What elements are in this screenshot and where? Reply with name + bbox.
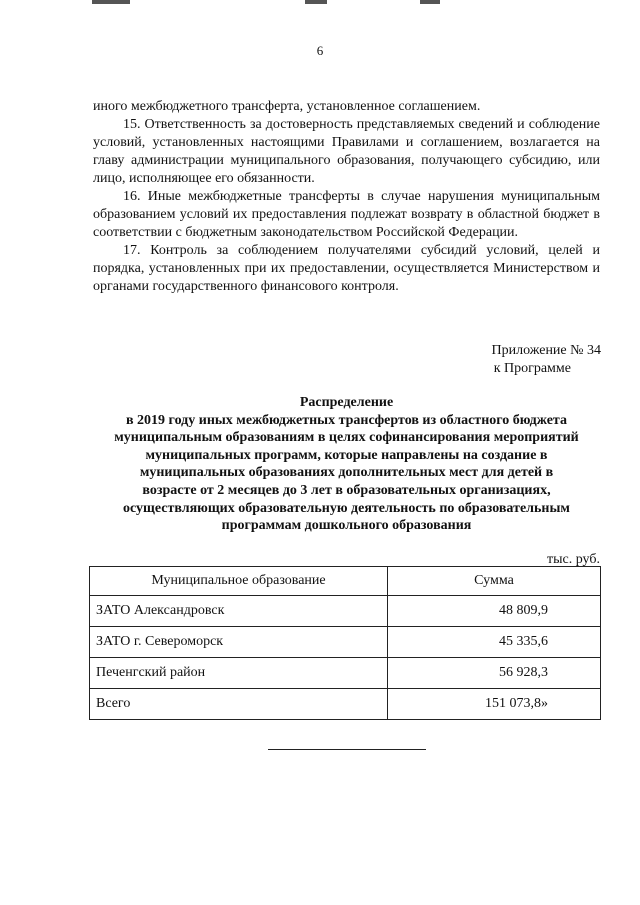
table-row [90, 658, 601, 689]
sum-cell: 151 073,8» [388, 689, 601, 720]
scan-edge-mark [420, 0, 440, 4]
body-text [93, 98, 600, 296]
appendix-line: к Программе [493, 361, 571, 376]
title-line: программам дошкольного образования [221, 518, 472, 534]
scan-edge-mark [305, 0, 327, 4]
closing-divider [268, 749, 426, 750]
paragraph: 16. Иные межбюджетные трансферты в случае нарушения муниципальным образованием условий их предоставления подлежат возврату в областной бюджет в соответствии с бюджетным законодательством Российской Федерации. [93, 189, 600, 240]
title-line: Распределение [299, 395, 394, 410]
column-header-sum: Сумма [388, 567, 601, 596]
title-line: муниципальных программ, которые направлены на создание в [145, 447, 548, 463]
title-line: в 2019 году иных межбюджетных трансфертов из областного бюджета [126, 412, 567, 428]
sum-cell: 48 809,9 [388, 596, 601, 627]
page-number: 6 [316, 43, 324, 58]
title-line: муниципальных образованиях дополнительных мест для детей в [139, 465, 554, 481]
distribution-table [89, 566, 601, 720]
scan-edge-mark [92, 0, 130, 4]
table-header-row [90, 567, 601, 596]
title-line: возрасте от 2 месяцев до 3 лет в образовательных организациях, [142, 482, 551, 498]
document-title [93, 394, 600, 535]
appendix-line: Приложение № 34 [491, 343, 601, 358]
municipality-cell: ЗАТО Александровск [90, 596, 388, 627]
municipality-cell: Печенгский район [90, 658, 388, 689]
appendix-reference [452, 342, 601, 378]
table-row [90, 596, 601, 627]
title-line: муниципальным образованиям в целях софинансирования мероприятий [114, 430, 579, 446]
paragraph: иного межбюджетного трансферта, установленное соглашением. [93, 99, 481, 114]
sum-cell: 56 928,3 [388, 658, 601, 689]
table-row-total [90, 689, 601, 720]
municipality-cell: ЗАТО г. Североморск [90, 627, 388, 658]
paragraph: 15. Ответственность за достоверность представляемых сведений и соблюдение условий, установленных настоящими Правилами и соглашением, возлагается на главу администрации муниципального образования, получающего субсидию, или лицо, исполняющее его обязанности. [93, 117, 600, 186]
sum-cell: 45 335,6 [388, 627, 601, 658]
municipality-cell: Всего [90, 689, 388, 720]
unit-label: тыс. руб. [547, 552, 600, 567]
table-row [90, 627, 601, 658]
title-line: осуществляющих образовательную деятельность по образовательным [123, 500, 570, 516]
column-header-municipality: Муниципальное образование [90, 567, 388, 596]
paragraph: 17. Контроль за соблюдением получателями субсидий условий, целей и порядка, установленных при их предоставлении, осуществляется Министерством и органами государственного финансового контроля. [93, 243, 600, 294]
